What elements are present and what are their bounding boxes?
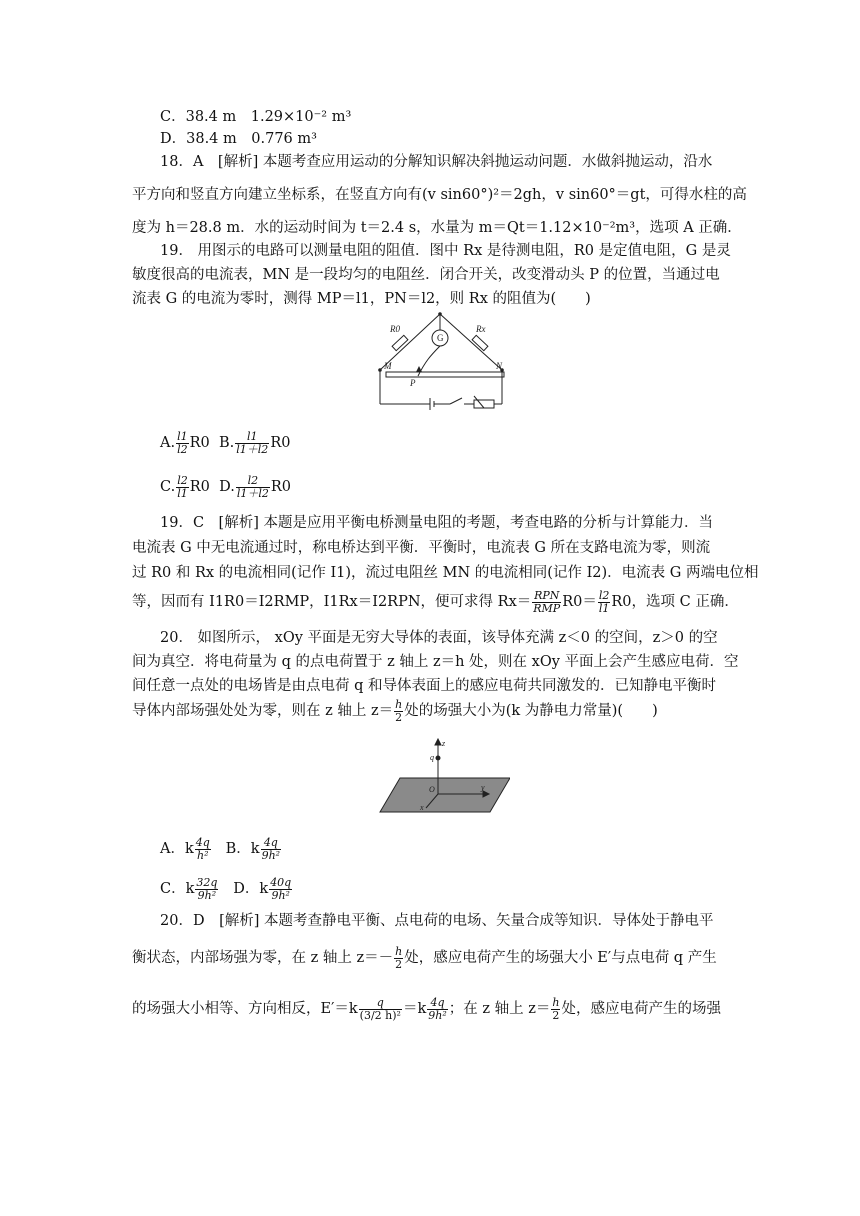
p-label: P <box>410 378 416 388</box>
a18-line2: 平方向和竖直方向建立坐标系，在竖直方向有(v sin60°)²＝2gh，v sin60°＝gt，可得水柱的高 <box>132 187 747 203</box>
y-axis-label: y <box>481 783 485 792</box>
q20-line2: 间为真空．将电荷量为 q 的点电荷置于 z 轴上 z＝h 处，则在 xOy 平面上会产生感应电荷．空 <box>132 654 739 670</box>
q20-options-ab: A．k $\frac{4q}{\text{h²}}$ B．k $\frac{4q}{\text{9h²}}$ <box>160 835 281 862</box>
n-label: N <box>496 361 503 371</box>
galvanometer-label: G <box>437 333 444 343</box>
m-label: M <box>384 361 392 371</box>
q20-line3: 间任意一点处的电场皆是由点电荷 q 和导体表面上的感应电荷共同激发的．已知静电平衡时 <box>132 678 716 694</box>
a19-line3: 过 R0 和 Rx 的电流相同(记作 I1)，流过电阻丝 MN 的电流相同(记作 I2)．电流表 G 两端电位相 <box>132 565 759 581</box>
a20-line1: 20．D [解析] 本题考查静电平衡、点电荷的电场、矢量合成等知识．导体处于静电平 <box>160 913 714 929</box>
q19-line2: 敏度很高的电流表，MN 是一段均匀的电阻丝．闭合开关，改变滑动头 P 的位置，当通过电 <box>132 267 720 283</box>
q19-line1: 19． 用图示的电路可以测量电阻的阻值．图中 Rx 是待测电阻，R0 是定值电阻，G 是灵 <box>160 243 731 259</box>
a20-line3: 的场强大小相等、方向相反，E′＝k $\frac{q}{\text{(3/2 h)²}}$ ＝k $\frac{4q}{\text{9h²}}$ ；在 z 轴上 z＝ $\frac{h}{2}$ 处，感应电荷产生的场强 <box>132 995 721 1022</box>
q20-line1: 20． 如图所示， xOy 平面是无穷大导体的表面，该导体充满 z＜0 的空间，z＞0 的空 <box>160 630 718 646</box>
rx-label: Rx <box>476 324 486 334</box>
a20-line2: 衡状态，内部场强为零，在 z 轴上 z＝－ $\frac{h}{2}$ 处，感应电荷产生的场强大小 E′与点电荷 q 产生 <box>132 944 717 971</box>
q17-option-d: D．38.4 m 0.776 m³ <box>160 131 317 147</box>
origin-label: O <box>429 785 435 794</box>
q19-options-cd: C. $\frac{l2}{l1}$ R0 D. $\frac{l2}{l1+l2}$ R0 <box>160 473 292 500</box>
bridge-circuit-figure <box>370 312 520 412</box>
charge-q-label: q <box>430 753 434 762</box>
a19-line2: 电流表 G 中无电流通过时，称电桥达到平衡．平衡时，电流表 G 所在支路电流为零，则流 <box>132 540 711 556</box>
r0-label: R0 <box>390 324 400 334</box>
z-axis-label: z <box>442 739 446 748</box>
q20-options-cd: C．k $\frac{32q}{\text{9h²}}$ D．k $\frac{40q}{\text{9h²}}$ <box>160 875 292 902</box>
q19-options-ab: A. $\frac{l1}{l2}$ R0 B. $\frac{l1}{l1+l2}$ R0 <box>160 429 291 456</box>
x-axis-label: x <box>420 803 424 812</box>
conductor-plane-figure <box>378 738 510 818</box>
q19-line3: 流表 G 的电流为零时，测得 MP＝l1，PN＝l2，则 Rx 的阻值为( ) <box>132 291 591 307</box>
a18-line1: 18．A [解析] 本题考查应用运动的分解知识解决斜抛运动问题．水做斜抛运动，沿水 <box>160 154 713 170</box>
q17-option-c: C．38.4 m 1.29×10⁻² m³ <box>160 109 352 125</box>
a19-line4: 等，因而有 I1R0＝I2RMP，I1Rx＝I2RPN，便可求得 Rx＝ $\frac{\text{RPN}}{\text{RMP}}$ R0＝ $\frac{l2}{l1}$ R0，选项 C 正确． <box>132 588 739 615</box>
a18-line3: 度为 h＝28.8 m．水的运动时间为 t＝2.4 s，水量为 m＝Qt＝1.12×10⁻²m³，选项 A 正确． <box>132 220 742 236</box>
q20-line4: 导体内部场强处处为零，则在 z 轴上 z＝ $\frac{h}{2}$ 处的场强大小为(k 为静电力常量)( ) <box>132 697 658 724</box>
a19-line1: 19．C [解析] 本题是应用平衡电桥测量电阻的考题，考查电路的分析与计算能力．当 <box>160 515 713 531</box>
